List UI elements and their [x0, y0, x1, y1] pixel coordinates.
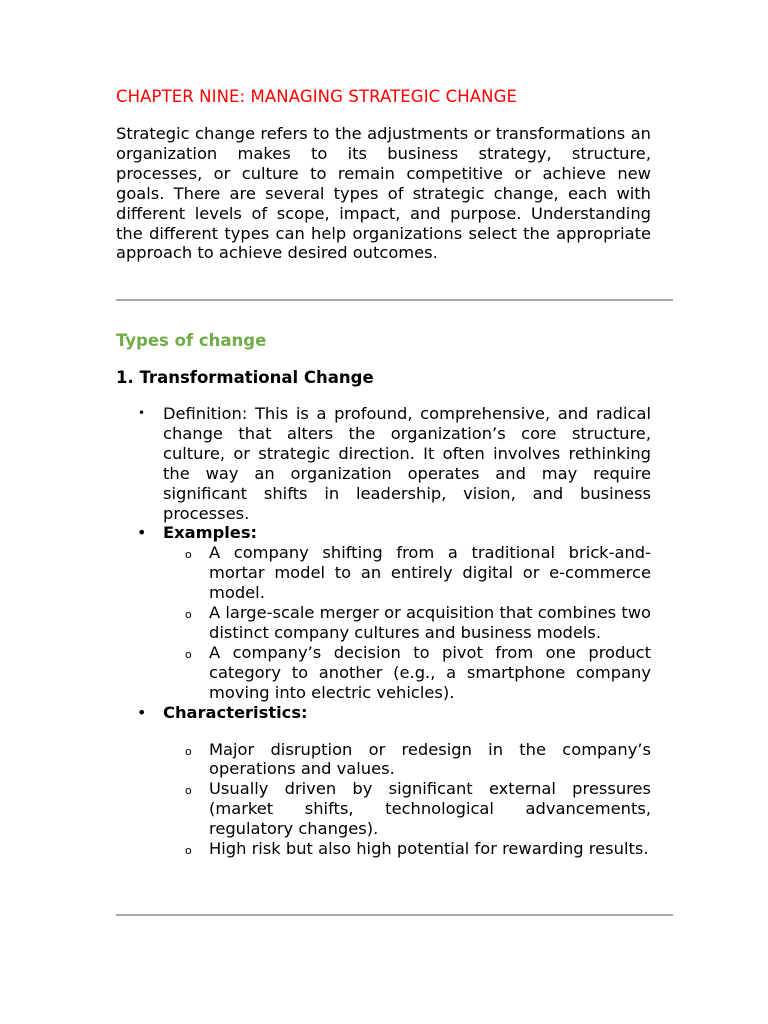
- bullet-icon: •: [137, 702, 147, 722]
- intro-block: [116, 86, 651, 263]
- characteristic-text: Major disruption or redesign in the company’s operations and values.: [209, 739, 651, 779]
- example-text: A large-scale merger or acquisition that combines two distinct company cultures and business models.: [209, 603, 651, 642]
- example-item: [116, 543, 651, 603]
- example-item: [116, 643, 651, 703]
- example-item: [116, 603, 651, 643]
- sub-heading: 1. Transformational Change: [116, 368, 374, 387]
- chapter-title: CHAPTER NINE: MANAGING STRATEGIC CHANGE: [116, 87, 517, 106]
- horizontal-rule-top: [116, 299, 673, 301]
- characteristic-text: High risk but also high potential for rewarding results.: [209, 839, 649, 859]
- definition-text: Definition: This is a profound, comprehensive, and radical change that alters the organization’s core structure, culture, or strategic direction. It often involves rethinking the way an organization operates and may require significant shifts in leadership, vision, and business processes.: [163, 404, 651, 523]
- sub-bullet-icon: o: [185, 608, 192, 622]
- sub-bullet-icon: o: [185, 647, 192, 661]
- example-text: A company’s decision to pivot from one product category to another (e.g., a smartphone company moving into electric vehicles).: [209, 642, 651, 702]
- definition-item: [116, 404, 651, 523]
- characteristic-item: [116, 839, 651, 859]
- characteristics-item: [116, 703, 651, 723]
- sub-bullet-icon: o: [185, 744, 192, 758]
- examples-label: Examples:: [163, 523, 258, 543]
- characteristics-label: Characteristics:: [163, 702, 308, 722]
- bullet-icon: •: [137, 523, 147, 543]
- example-text: A company shifting from a traditional brick-and-mortar model to an entirely digital or e-commerce model.: [209, 543, 651, 603]
- sub-bullet-icon: o: [185, 548, 192, 562]
- characteristic-text: Usually driven by significant external pressures (market shifts, technological advancements, regulatory changes).: [209, 779, 651, 839]
- section-heading: Types of change: [116, 331, 267, 350]
- horizontal-rule-bottom: [116, 914, 673, 916]
- characteristic-item: [116, 740, 651, 780]
- sub-bullet-icon: o: [185, 844, 192, 858]
- sub-bullet-icon: o: [185, 784, 192, 798]
- characteristic-item: [116, 779, 651, 839]
- examples-item: [116, 523, 651, 543]
- bullet-icon: •: [138, 406, 146, 420]
- intro-paragraph: Strategic change refers to the adjustments or transformations an organization makes to its business strategy, structure, processes, or culture to remain competitive or achieve new goals. There are several types of strategic change, each with different levels of scope, impact, and purpose. Understanding the different types can help organizations select the appropriate approach to achieve desired outcomes.: [116, 124, 651, 263]
- transformational-change-list: [116, 404, 651, 859]
